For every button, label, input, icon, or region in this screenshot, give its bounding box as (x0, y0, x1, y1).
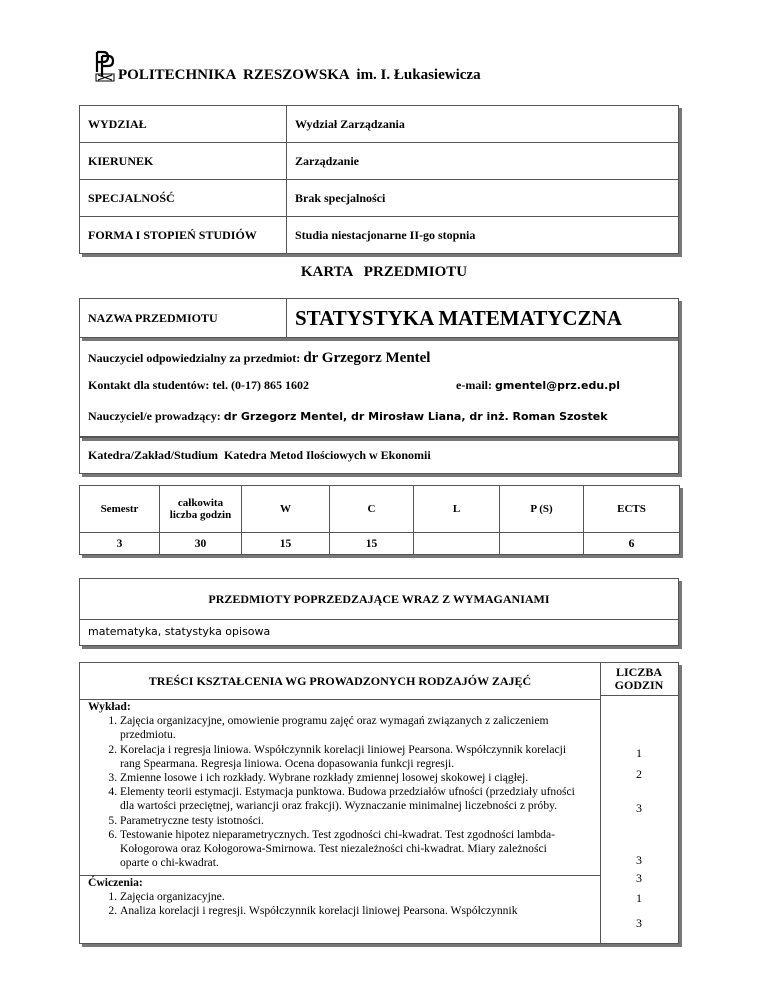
lecture-label: Wykład: (88, 700, 131, 713)
info-table (79, 105, 679, 254)
info-row (80, 106, 679, 143)
subject-table (79, 298, 679, 338)
info-value: Zarządzanie (287, 143, 679, 180)
info-row (80, 143, 679, 180)
info-label: WYDZIAŁ (80, 106, 287, 143)
hours-value: 15 (242, 533, 330, 555)
university-name: POLITECHNIKA RZESZOWSKA im. I. Łukasiewicza (118, 67, 481, 83)
hours-header: P (S) (500, 486, 584, 533)
list-item: 1. Zajęcia organizacyjne. (120, 890, 578, 904)
info-value: Wydział Zarządzania (287, 106, 679, 143)
hours-table (79, 485, 680, 555)
hours-value: 3 (80, 533, 160, 555)
list-item: 5. Parametryczne testy istotności. (120, 814, 578, 828)
hours-value: 30 (160, 533, 242, 555)
content-title: TREŚCI KSZTAŁCENIA WG PROWADZONYCH RODZAJÓW ZAJĘĆ (148, 674, 532, 688)
info-row (80, 180, 679, 217)
hours-value (414, 533, 500, 555)
teacher-name: dr Grzegorz Mentel (303, 350, 431, 366)
info-label: SPECJALNOŚĆ (80, 180, 287, 217)
teacher-label: Nauczyciel odpowiedzialny za przedmiot: (88, 351, 301, 365)
list-item: 3. Zmienne losowe i ich rozkłady. Wybrane rozkłady zmiennej losowej skokowej i ciągłej. (120, 771, 578, 785)
exercise-label: Ćwiczenia: (88, 876, 143, 889)
katedra-label: Katedra/Zakład/Studium (88, 448, 219, 462)
hours-header: całkowita liczba godzin (160, 486, 242, 533)
lecture-hours-value: 1 (636, 746, 642, 760)
lecture-hours-value: 3 (636, 853, 642, 867)
hours-header: ECTS (584, 486, 680, 533)
hours-header: C (330, 486, 414, 533)
hours-value: 15 (330, 533, 414, 555)
email-label: e-mail: (456, 378, 492, 392)
list-item: 4. Elementy teorii estymacji. Estymacja punktowa. Budowa przedziałów ufności (przedziały ufności dla wartości przeciętnej, wariancji oraz frakcji). Wyznaczanie minimalnej liczebności z próby. (120, 785, 578, 813)
teacher-box (79, 337, 679, 438)
katedra-box (79, 436, 679, 474)
exercise-list (88, 890, 578, 918)
hours-value (500, 533, 584, 555)
info-label: FORMA I STOPIEŃ STUDIÓW (80, 217, 287, 254)
hours-header: Semestr (80, 486, 160, 533)
info-label: KIERUNEK (80, 143, 287, 180)
exercise-section (88, 876, 578, 919)
hours-header: W (242, 486, 330, 533)
lecture-hours-value: 2 (636, 767, 642, 781)
lecture-list (88, 714, 578, 870)
katedra-value: Katedra Metod Ilościowych w Ekonomii (224, 448, 431, 462)
lecture-hours-value: 3 (636, 916, 642, 930)
contact-label: Kontakt dla studentów: tel. (0-17) 865 1602 (88, 378, 309, 392)
list-item: 2. Korelacja i regresja liniowa. Współczynnik korelacji liniowej Pearsona. Współczynnik korelacji rang Spearmana. Regresja liniowa. Ocena dopasowania funkcji regresji. (120, 743, 578, 771)
content-box (79, 662, 679, 944)
karta-title: KARTA PRZEDMIOTU (300, 264, 468, 280)
exercise-hours-value: 1 (636, 891, 642, 905)
lecture-section (88, 700, 578, 870)
info-row (80, 217, 679, 254)
hours-value: 6 (584, 533, 680, 555)
prereq-box (79, 578, 679, 646)
list-item: 6. Testowanie hipotez nieparametrycznych. Test zgodności chi-kwadrat. Test zgodności lambda-Kołogorowa oraz Kołogorowa-Smirnowa. Test niezależności chi-kwadrat. Miary zależności oparte o chi-kwadrat. (120, 828, 578, 871)
hours-column (600, 663, 678, 943)
hours-header: L (414, 486, 500, 533)
prereq-title: PRZEDMIOTY POPRZEDZAJĄCE WRAZ Z WYMAGANIAMI (80, 579, 678, 620)
email-value: gmentel@prz.edu.pl (494, 379, 620, 392)
info-value: Studia niestacjonarne II-go stopnia (287, 217, 679, 254)
prereq-value: matematyka, statystyka opisowa (88, 625, 271, 638)
subject-label: NAZWA PRZEDMIOTU (80, 299, 287, 338)
lecture-hours-value: 3 (636, 801, 642, 815)
teachers-label: Nauczyciel/e prowadzący: (88, 409, 221, 423)
subject-name: STATYSTYKA MATEMATYCZNA (287, 299, 679, 338)
lecture-hours-value: 3 (636, 871, 642, 885)
content-hours-header: LICZBA GODZIN (614, 665, 664, 692)
teachers-value: dr Grzegorz Mentel, dr Mirosław Liana, dr inż. Roman Szostek (223, 410, 608, 423)
university-logo (94, 50, 116, 82)
info-value: Brak specjalności (287, 180, 679, 217)
list-item: 2. Analiza korelacji i regresji. Współczynnik korelacji liniowej Pearsona. Współczynnik (120, 904, 578, 918)
list-item: 1. Zajęcia organizacyjne, omowienie programu zajęć oraz wymagań związanych z zaliczeniem przedmiotu. (120, 714, 578, 742)
